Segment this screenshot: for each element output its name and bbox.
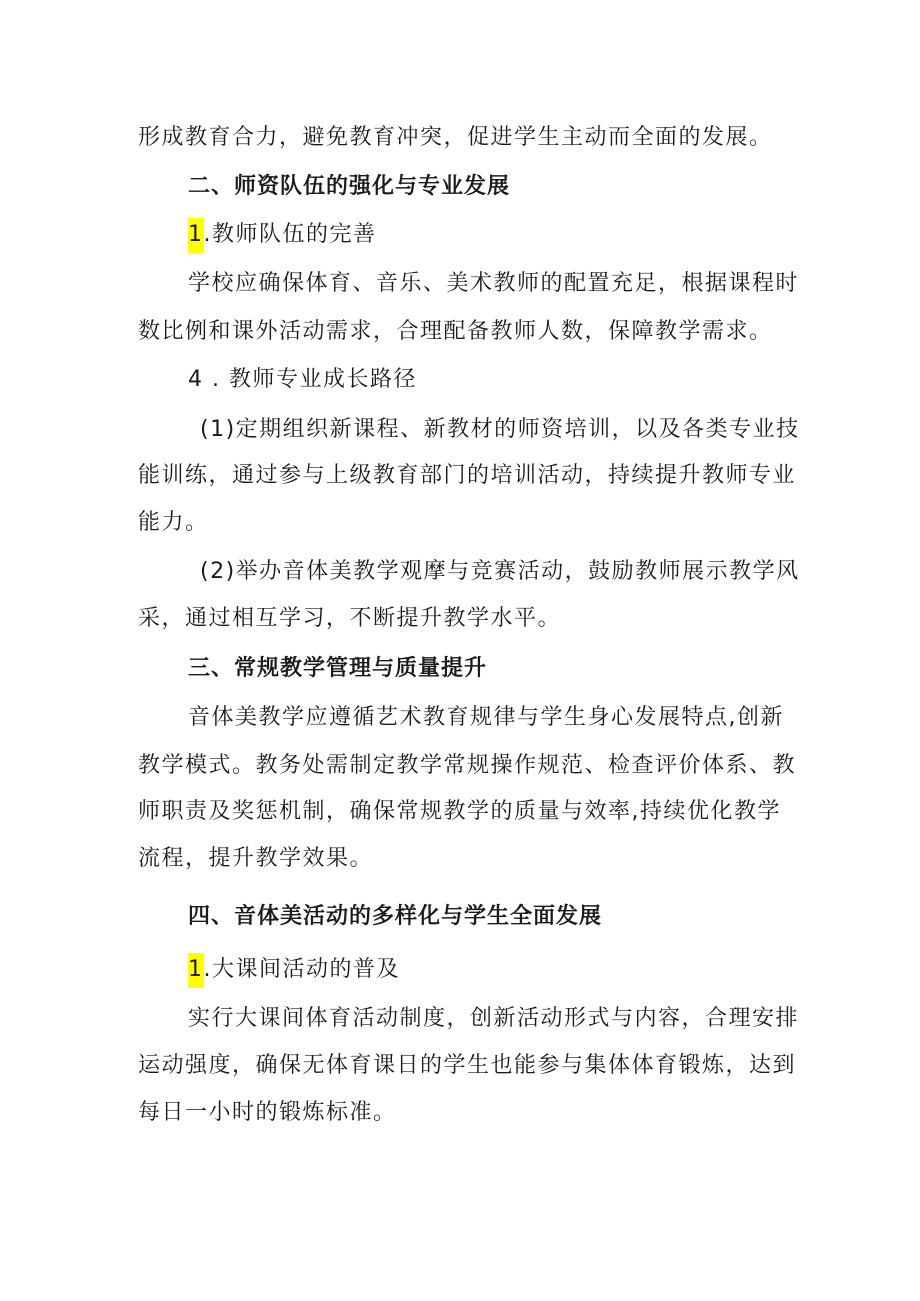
paragraph-line: 能力。 (138, 510, 209, 535)
paragraph-line: 运动强度，确保无体育课日的学生也能参与集体体育锻炼，达到 (138, 1053, 797, 1078)
paragraph-line: 能训练，通过参与上级教育部门的培训活动，持续提升教师专业 (138, 463, 797, 488)
paragraph-line: 师职责及奖惩机制，确保常规教学的质量与效率,持续优化教学 (138, 799, 781, 824)
paragraph-line: 音体美教学应遵循艺术教育规律与学生身心发展特点,创新 (188, 705, 784, 730)
paragraph-line: 学校应确保体育、音乐、美术教师的配置充足，根据课程时 (188, 271, 800, 296)
subsection-title: .教师队伍的完善 (203, 222, 377, 247)
section-heading-4: 四、音体美活动的多样化与学生全面发展 (188, 904, 603, 929)
subsection-heading (188, 955, 920, 985)
paragraph-line: 采，通过相互学习，不断提升教学水平。 (138, 606, 562, 631)
paragraph-line: 数比例和课外活动需求，合理配备教师人数，保障教学需求。 (138, 319, 773, 344)
highlighted-number: 1 (188, 218, 204, 253)
list-item-line: (2)举办音体美教学观摩与竞赛活动，鼓励教师展示教学风 (200, 559, 800, 584)
highlighted-number: 1 (188, 953, 204, 988)
paragraph-line: 形成教育合力，避免教育冲突，促进学生主动而全面的发展。 (138, 125, 773, 150)
paragraph-line: 教学模式。教务处需制定教学常规操作规范、检查评价体系、教 (138, 753, 797, 778)
subsection-heading: 4 . 教师专业成长路径 (188, 367, 417, 392)
section-heading-2: 二、师资队伍的强化与专业发展 (188, 174, 511, 199)
paragraph-line: 实行大课间体育活动制度，创新活动形式与内容，合理安排 (188, 1006, 800, 1031)
section-heading-3: 三、常规教学管理与质量提升 (188, 656, 488, 681)
subsection-title: .大课间活动的普及 (203, 957, 400, 982)
list-item-line: (1)定期组织新课程、新教材的师资培训，以及各类专业技 (200, 417, 800, 442)
subsection-heading (188, 220, 920, 250)
paragraph-line: 每日一小时的锻炼标准。 (138, 1100, 397, 1125)
paragraph-line: 流程，提升教学效果。 (138, 846, 374, 871)
